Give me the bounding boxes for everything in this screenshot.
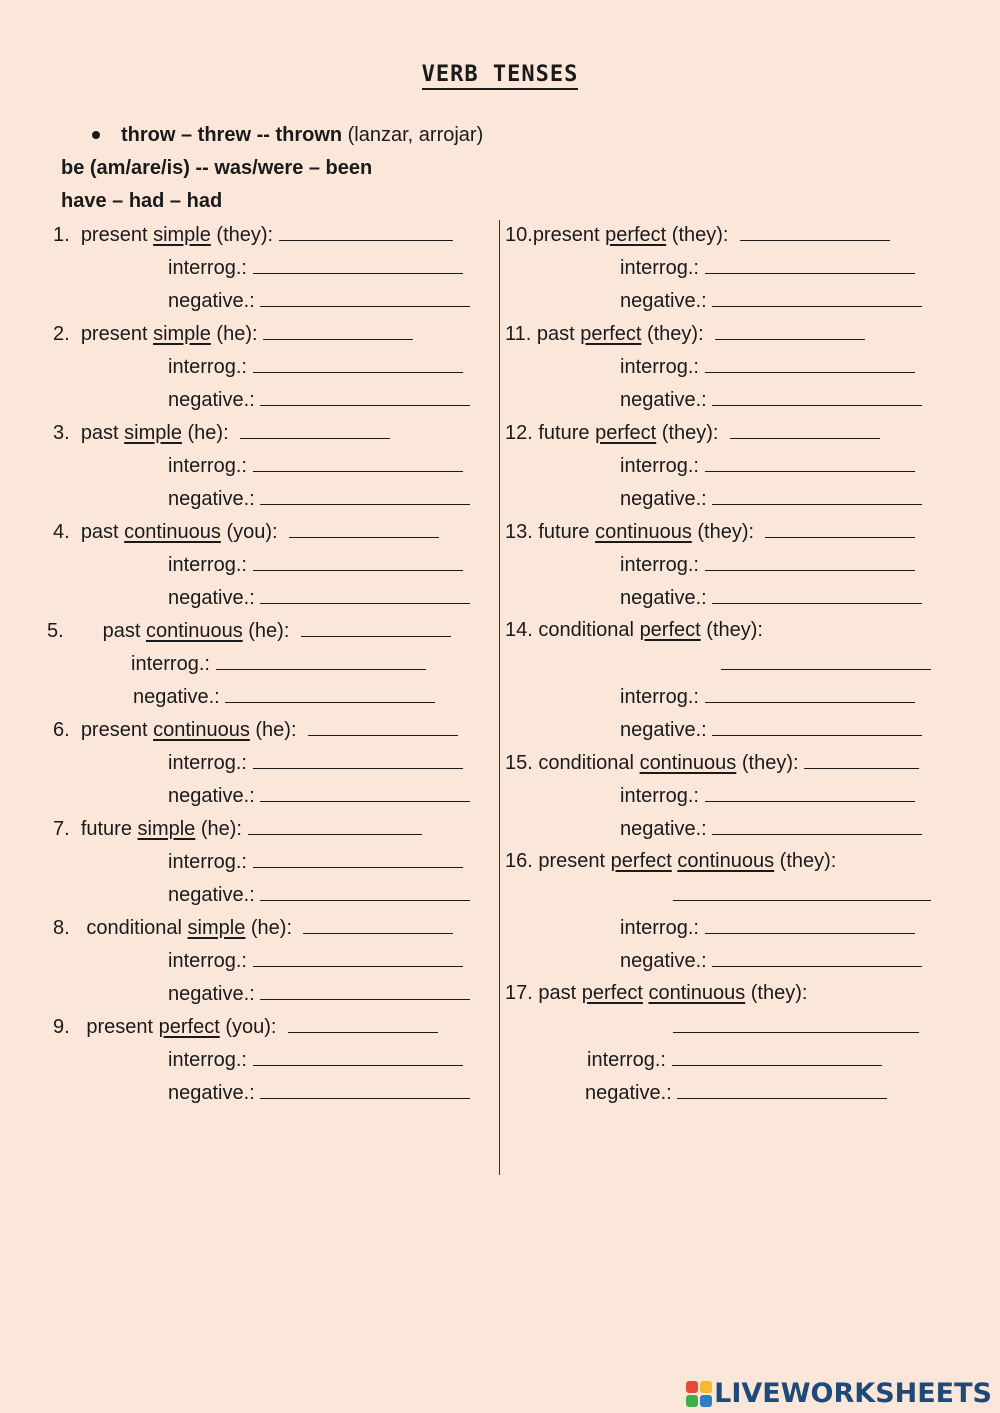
tense-text: conditional (532, 619, 640, 641)
negative-line (168, 486, 470, 512)
tense-keyword: continuous (595, 521, 692, 543)
negative-label: negative.: (585, 1082, 672, 1104)
tense-text: present (532, 850, 611, 872)
interrog-blank[interactable] (253, 849, 463, 868)
negative-line (620, 387, 922, 413)
exercise-number: 15. (505, 752, 533, 774)
interrog-label: interrog.: (168, 356, 247, 378)
exercise-1 (53, 222, 453, 248)
negative-blank[interactable] (712, 585, 922, 604)
interrog-line (168, 1047, 463, 1073)
liveworksheets-logo (686, 1378, 992, 1409)
title-text: VERB TENSES (422, 62, 579, 90)
negative-label: negative.: (133, 686, 220, 708)
exercise-9 (53, 1014, 438, 1040)
negative-line (620, 288, 922, 314)
tense-text: present (80, 719, 154, 741)
exercise-number: 17. (505, 982, 533, 1004)
interrog-blank[interactable] (705, 552, 915, 571)
tense-text: future (80, 818, 138, 840)
answer-blank[interactable] (288, 1014, 438, 1033)
interrog-line (620, 684, 915, 710)
interrog-label: interrog.: (168, 950, 247, 972)
interrog-label: interrog.: (168, 752, 247, 774)
subject: (they): (210, 224, 274, 246)
negative-blank[interactable] (260, 981, 470, 1000)
subject: (he): (210, 323, 258, 345)
interrog-label: interrog.: (620, 785, 699, 807)
interrog-label: interrog.: (620, 554, 699, 576)
interrog-line (168, 948, 463, 974)
interrog-line (620, 255, 915, 281)
interrog-line (168, 354, 463, 380)
interrog-blank[interactable] (705, 255, 915, 274)
answer-blank[interactable] (715, 321, 865, 340)
answer-line (673, 882, 931, 908)
answer-blank[interactable] (308, 717, 458, 736)
negative-line (168, 288, 470, 314)
answer-blank[interactable] (240, 420, 390, 439)
interrog-blank[interactable] (253, 750, 463, 769)
answer-line (721, 651, 931, 677)
negative-label: negative.: (168, 587, 255, 609)
answer-blank[interactable] (740, 222, 890, 241)
negative-label: negative.: (168, 389, 255, 411)
subject: (they): (700, 619, 763, 641)
interrog-label: interrog.: (620, 356, 699, 378)
negative-blank[interactable] (260, 486, 470, 505)
negative-line (620, 585, 922, 611)
interrog-label: interrog.: (168, 455, 247, 477)
tense-keyword: perfect (639, 619, 701, 641)
negative-blank[interactable] (260, 387, 470, 406)
answer-blank[interactable] (301, 618, 451, 637)
interrog-line (587, 1047, 882, 1073)
subject: (they): (641, 323, 704, 345)
answer-blank[interactable] (263, 321, 413, 340)
interrog-blank[interactable] (705, 453, 915, 472)
tense-keyword: perfect (610, 850, 672, 872)
negative-blank[interactable] (712, 387, 922, 406)
tense-keyword: continuous (677, 850, 775, 872)
subject: (they): (736, 752, 799, 774)
subject: (they): (691, 521, 755, 543)
answer-blank[interactable] (673, 882, 931, 901)
tense-text: present (80, 323, 154, 345)
tense-keyword: simple (153, 323, 211, 345)
interrog-blank[interactable] (672, 1047, 882, 1066)
negative-line (620, 717, 922, 743)
negative-line (620, 486, 922, 512)
subject: (they): (656, 422, 719, 444)
negative-blank[interactable] (712, 816, 922, 835)
negative-label: negative.: (620, 818, 707, 840)
subject: (he): (195, 818, 242, 840)
interrog-blank[interactable] (253, 354, 463, 373)
subject: (they): (666, 224, 729, 246)
tense-text: past (531, 323, 581, 345)
interrog-line (620, 915, 915, 941)
answer-blank[interactable] (248, 816, 422, 835)
exercise-number: 1. (53, 224, 70, 246)
interrog-blank[interactable] (705, 354, 915, 373)
tense-keyword: continuous (124, 521, 221, 543)
exercise-3 (53, 420, 390, 446)
subject: (he): (242, 620, 290, 642)
logo-mark-icon (686, 1381, 712, 1407)
interrog-blank[interactable] (705, 684, 915, 703)
negative-blank[interactable] (260, 882, 470, 901)
tense-keyword: continuous (648, 982, 746, 1004)
tense-text: present (532, 224, 606, 246)
exercise-number: 7. (53, 818, 70, 840)
interrog-line (620, 453, 915, 479)
tense-keyword: simple (187, 917, 246, 939)
tense-keyword: simple (137, 818, 196, 840)
interrog-line (168, 453, 463, 479)
answer-line (673, 1014, 919, 1040)
exercise-number: 13. (505, 521, 533, 543)
subject: (they): (774, 850, 837, 872)
verb-forms-throw: throw – threw -- thrown (121, 124, 343, 146)
exercise-2 (53, 321, 413, 347)
tense-keyword: simple (124, 422, 182, 444)
subject: (he): (181, 422, 229, 444)
answer-blank[interactable] (279, 222, 453, 241)
negative-label: negative.: (620, 290, 707, 312)
exercise-13 (505, 519, 915, 545)
interrog-blank[interactable] (705, 783, 915, 802)
exercise-5 (47, 618, 451, 644)
interrog-line (168, 750, 463, 776)
negative-line (585, 1080, 887, 1106)
column-divider (499, 220, 500, 1175)
tense-text: past (532, 982, 582, 1004)
interrog-label: interrog.: (168, 257, 247, 279)
negative-blank[interactable] (260, 1080, 470, 1099)
exercise-16 (505, 849, 836, 875)
answer-blank[interactable] (289, 519, 439, 538)
subject: (you): (219, 1016, 277, 1038)
tense-text: past (80, 521, 125, 543)
tense-keyword: continuous (639, 752, 737, 774)
tense-text: past (102, 620, 146, 642)
negative-line (168, 1080, 470, 1106)
exercise-number: 11. (505, 323, 532, 345)
subject: (you): (220, 521, 278, 543)
exercise-12 (505, 420, 880, 446)
negative-label: negative.: (168, 884, 255, 906)
negative-label: negative.: (168, 983, 255, 1005)
negative-label: negative.: (168, 290, 255, 312)
tense-text: conditional (532, 752, 640, 774)
tense-text: past (80, 422, 125, 444)
tense-keyword: perfect (595, 422, 657, 444)
negative-blank[interactable] (712, 288, 922, 307)
interrog-blank[interactable] (216, 651, 426, 670)
interrog-blank[interactable] (253, 948, 463, 967)
interrog-label: interrog.: (587, 1049, 666, 1071)
tense-keyword: perfect (158, 1016, 220, 1038)
negative-blank[interactable] (712, 717, 922, 736)
interrog-line (168, 255, 463, 281)
page-title (0, 62, 1000, 87)
interrog-label: interrog.: (620, 455, 699, 477)
exercise-8 (53, 915, 453, 941)
bullet-icon (92, 131, 100, 139)
negative-label: negative.: (620, 389, 707, 411)
negative-label: negative.: (620, 719, 707, 741)
negative-label: negative.: (620, 488, 707, 510)
interrog-label: interrog.: (168, 1049, 247, 1071)
exercise-number: 3. (53, 422, 70, 444)
answer-blank[interactable] (673, 1014, 919, 1033)
exercise-15 (505, 750, 919, 776)
exercise-11 (505, 321, 865, 347)
answer-blank[interactable] (721, 651, 931, 670)
exercise-number: 16. (505, 850, 533, 872)
tense-text: future (532, 521, 596, 543)
exercise-number: 2. (53, 323, 70, 345)
interrog-line (168, 552, 463, 578)
interrog-label: interrog.: (168, 554, 247, 576)
interrog-line (131, 651, 426, 677)
answer-blank[interactable] (730, 420, 880, 439)
exercise-number: 12. (505, 422, 533, 444)
exercise-number: 8. (53, 917, 70, 939)
header-line-1 (121, 123, 483, 147)
negative-label: negative.: (168, 785, 255, 807)
negative-blank[interactable] (712, 948, 922, 967)
interrog-label: interrog.: (168, 851, 247, 873)
negative-blank[interactable] (260, 783, 470, 802)
tense-text: future (532, 422, 596, 444)
negative-blank[interactable] (260, 585, 470, 604)
exercise-number: 5. (47, 620, 64, 642)
negative-line (620, 816, 922, 842)
exercise-10 (505, 222, 890, 248)
interrog-label: interrog.: (620, 917, 699, 939)
negative-blank[interactable] (712, 486, 922, 505)
negative-line (620, 948, 922, 974)
negative-line (168, 585, 470, 611)
tense-keyword: simple (153, 224, 211, 246)
negative-line (168, 783, 470, 809)
interrog-label: interrog.: (620, 686, 699, 708)
header-line-3: have – had – had (61, 190, 223, 212)
tense-keyword: perfect (580, 323, 642, 345)
interrog-label: interrog.: (620, 257, 699, 279)
tense-text: present (86, 1016, 159, 1038)
brand-name: LIVEWORKSHEETS (714, 1378, 992, 1409)
tense-keyword: continuous (145, 620, 243, 642)
exercise-number: 4. (53, 521, 70, 543)
tense-text: conditional (86, 917, 188, 939)
exercise-number: 9. (53, 1016, 70, 1038)
answer-blank[interactable] (765, 519, 915, 538)
answer-blank[interactable] (804, 750, 919, 769)
header-line-2: be (am/are/is) -- was/were – been (61, 157, 373, 179)
exercise-7 (53, 816, 422, 842)
interrog-blank[interactable] (253, 1047, 463, 1066)
interrog-line (620, 552, 915, 578)
negative-label: negative.: (168, 1082, 255, 1104)
exercise-17 (505, 981, 807, 1007)
exercise-number: 14. (505, 619, 533, 641)
subject: (he): (245, 917, 293, 939)
exercise-6 (53, 717, 458, 743)
exercise-14 (505, 618, 763, 644)
exercise-number: 6. (53, 719, 70, 741)
negative-line (168, 981, 470, 1007)
negative-blank[interactable] (225, 684, 435, 703)
negative-label: negative.: (620, 587, 707, 609)
subject: (they): (745, 982, 808, 1004)
tense-keyword: perfect (605, 224, 667, 246)
answer-blank[interactable] (303, 915, 453, 934)
negative-blank[interactable] (260, 288, 470, 307)
interrog-line (620, 783, 915, 809)
tense-keyword: continuous (153, 719, 250, 741)
interrog-blank[interactable] (253, 552, 463, 571)
interrog-line (620, 354, 915, 380)
interrog-blank[interactable] (253, 255, 463, 274)
interrog-blank[interactable] (705, 915, 915, 934)
negative-label: negative.: (620, 950, 707, 972)
negative-line (133, 684, 435, 710)
tense-keyword: perfect (581, 982, 643, 1004)
negative-blank[interactable] (677, 1080, 887, 1099)
exercise-4 (53, 519, 439, 545)
interrog-line (168, 849, 463, 875)
translation: (lanzar, arrojar) (342, 124, 484, 146)
negative-line (168, 882, 470, 908)
tense-text: present (80, 224, 154, 246)
negative-line (168, 387, 470, 413)
subject: (he): (249, 719, 297, 741)
interrog-blank[interactable] (253, 453, 463, 472)
negative-label: negative.: (168, 488, 255, 510)
exercise-number: 10. (505, 224, 533, 246)
interrog-label: interrog.: (131, 653, 210, 675)
